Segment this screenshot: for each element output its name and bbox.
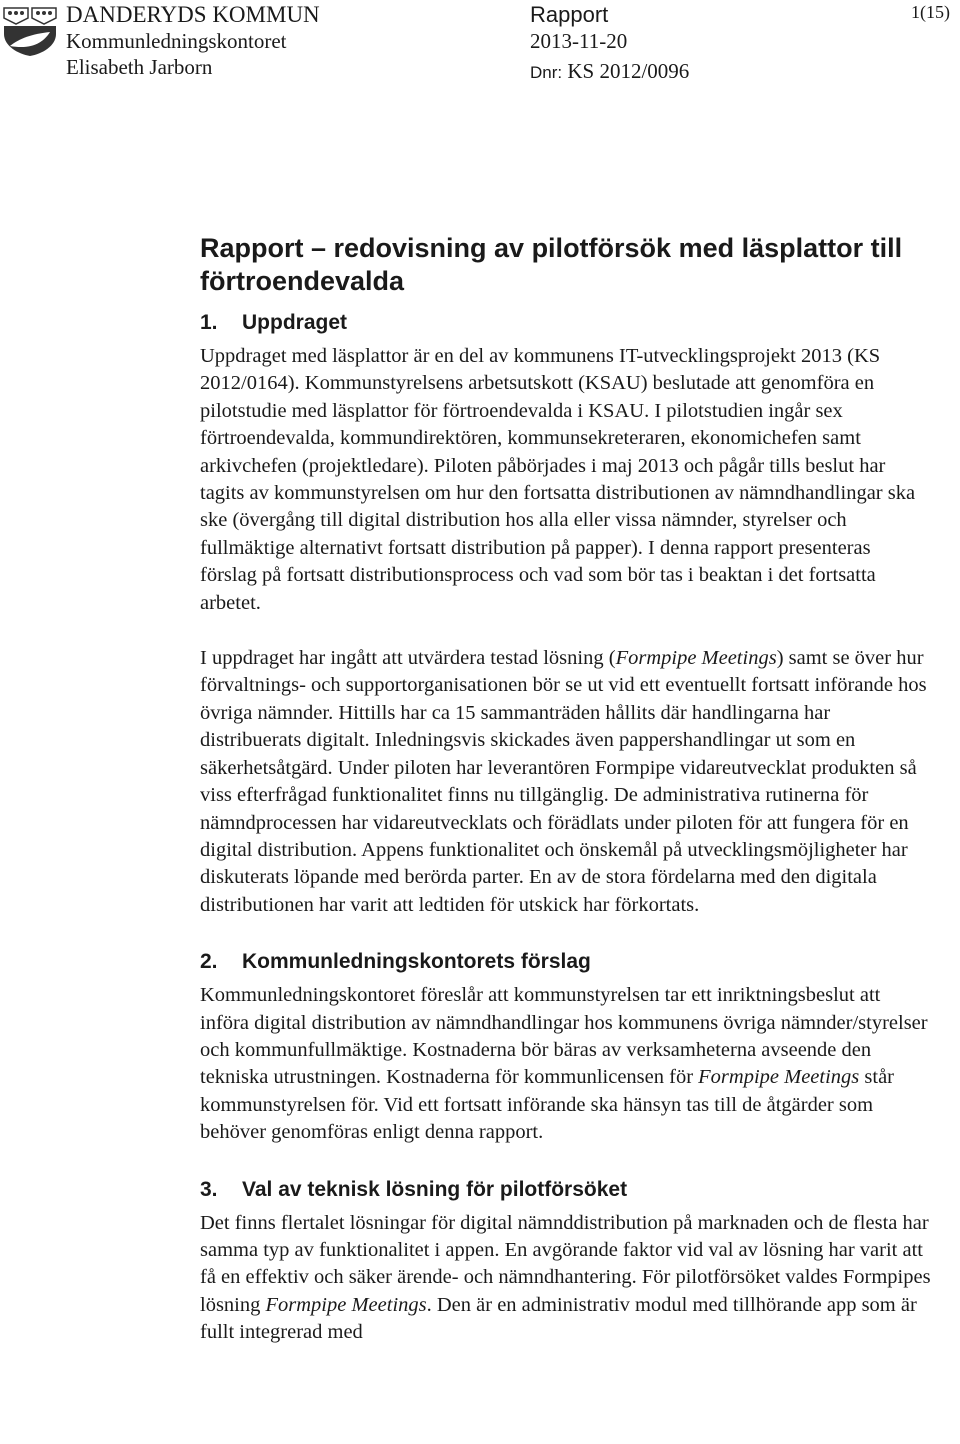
product-name: Formpipe Meetings [698,1066,860,1089]
paragraph: Kommunledningskontoret föreslår att kommunstyrelsen tar ett inriktningsbeslut att införa digital distribution av nämndhandlingar hos kommunens övriga nämnder/styrelser och kommunfullmäktige. Kostnaderna bör bäras av verksamheterna avseende den tekniska utrustningen. Kostnaderna för kommunlicensen för Formpipe Meetings står kommunstyrelsen för. Vid ett fortsatt införande ska hänsyn tas till de åtgärder som behöver genomföras enligt denna rapport. [200,984,928,1144]
municipality-crest-icon [2,4,58,58]
section-heading [200,310,932,336]
paragraph: I uppdraget har ingått att utvärdera testad lösning (Formpipe Meetings) samt se över hur förvaltnings- och supportorganisationen bör se ut vid ett eventuellt fortsatt införande hos övriga nämnder. Hittills har ca 15 sammanträden hållits där handlingarna har distribuerats digitalt. Inledningsvis skickades även pappershandlingar ut som en säkerhetsåtgärd. Under piloten har leverantören Formpipe vidareutvecklat produkten så viss efterfrågad funktionalitet finns nu tillgänglig. De administrativa rutinerna för nämndprocessen har vidareutvecklats och förädlats under piloten för att fungera för en digital distribution. Appens funktionalitet och önskemål på utvecklingsmöjligheter har diskuterats löpande med berörda parter. En av de stora fördelarna med den digitala distributionen har varit att ledtiden för utskick har förkortats. [200,647,927,916]
paragraph: Uppdraget med läsplattor är en del av kommunens IT-utvecklingsprojekt 2013 (KS 2012/0164). Kommunstyrelsens arbetsutskott (KSAU) beslutade att genomföra en pilotstudie med läsplattor för förtroendevalda i KSAU. I pilotstudien ingår sex förtroendevalda, kommundirektören, kommunsekreteraren, ekonomichefen samt arkivchefen (projektledare). Piloten påbörjades i maj 2013 och pågår tills beslut har tagits av kommunstyrelsen om hur den fortsatta distributionen av nämndhandlingar ska ske (övergång till digital distribution hos alla eller vissa nämnder, styrelser och fullmäktige alternativt fortsatt distribution på papper). I denna rapport presenteras förslag på fortsatt distributionsprocess och vad som bör tas i beaktan i det fortsatta arbetet. [200,345,916,614]
header-document-block [530,2,689,86]
section-forslag [200,949,932,1146]
department-name: Kommunledningskontoret [66,29,287,53]
paragraph: Det finns flertalet lösningar för digital nämnddistribution på marknaden och de flesta har samma typ av funktionalitet i appen. En avgörande faktor vid val av lösning har varit att få en effektiv och säker ärende- och nämndhantering. För pilotförsöket valdes Formpipes lösning Formpipe Meetings. Den är en administrativ modul med tillhörande app som är fullt integrerad med [200,1211,931,1344]
document-type: Rapport [530,2,609,27]
section-teknisk-losning [200,1177,932,1347]
section-title: Val av teknisk lösning för pilotförsöket [242,1177,628,1201]
section-heading [200,949,932,975]
section-title: Uppdraget [242,311,347,334]
section-number: 3. [200,1177,218,1201]
document-date: 2013-11-20 [530,29,628,53]
report-body [200,232,932,1377]
registration-number: KS 2012/0096 [567,59,690,83]
page-number: 1(15) [911,2,950,22]
section-number: 2. [200,950,218,974]
organization-name: DANDERYDS KOMMUN [66,2,320,27]
product-name: Formpipe Meetings [615,647,777,670]
author-name: Elisabeth Jarborn [66,55,213,79]
section-title: Kommunledningskontorets förslag [242,950,591,974]
registration-number-label: Dnr: [530,63,563,82]
section-uppdraget [200,310,932,919]
report-title: Rapport – redovisning av pilotförsök med läsplattor till förtroendevalda [200,233,903,296]
section-heading [200,1177,932,1203]
product-name: Formpipe Meetings [265,1293,427,1316]
header-organization-block [66,2,320,80]
registration-number-row [530,58,689,86]
section-number: 1. [200,311,218,334]
